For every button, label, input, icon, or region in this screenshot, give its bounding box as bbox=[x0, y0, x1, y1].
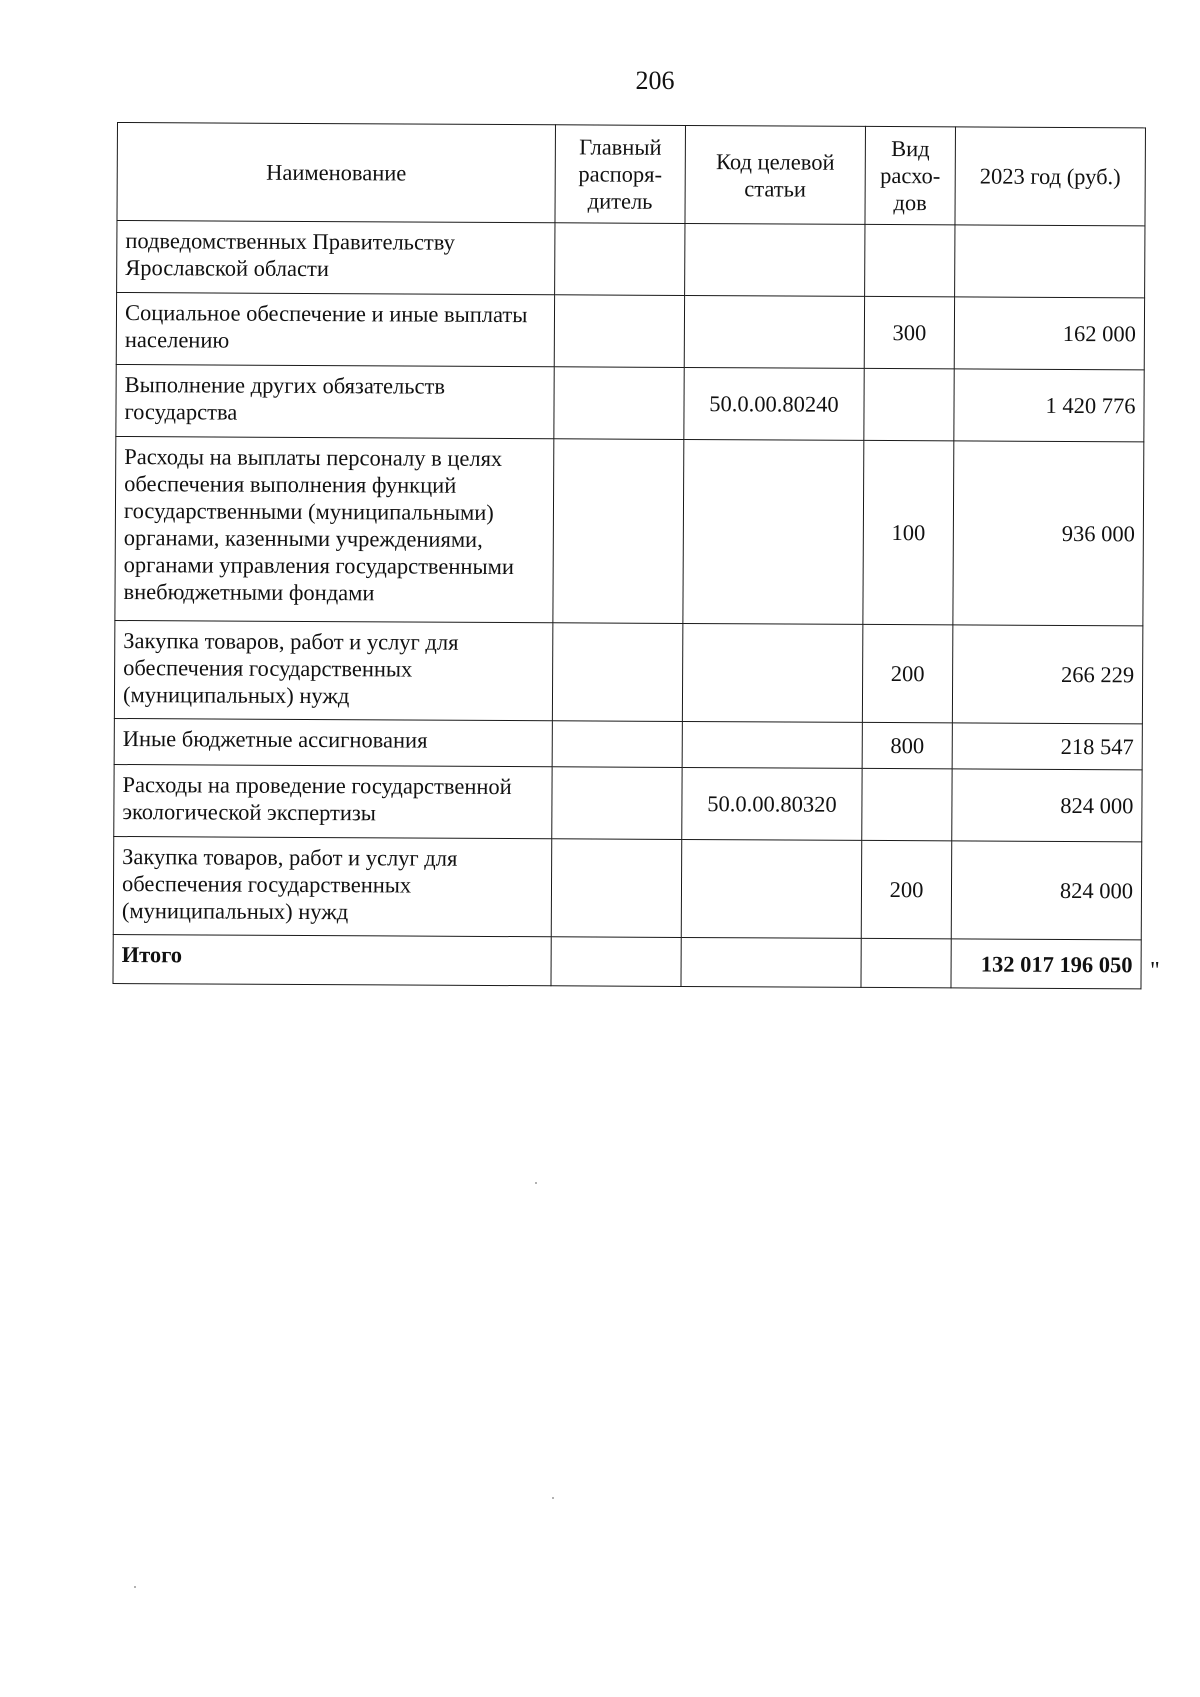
row-admin bbox=[552, 767, 682, 840]
table-row bbox=[115, 436, 1144, 625]
row-type bbox=[864, 368, 954, 440]
table-row bbox=[114, 764, 1142, 841]
row-name: Социальное обеспечение и иные выплаты населению bbox=[116, 293, 554, 367]
row-amount bbox=[955, 225, 1145, 298]
row-code bbox=[682, 623, 863, 722]
row-type: 800 bbox=[862, 722, 952, 768]
row-name: подведомственных Правительству Ярославской области bbox=[117, 221, 555, 295]
table-row bbox=[117, 221, 1145, 298]
row-type: 100 bbox=[863, 440, 954, 624]
row-name: Расходы на проведение государственной экологической экспертизы bbox=[114, 764, 552, 838]
header-chief-administrator: Главный распоря-дитель bbox=[555, 125, 686, 224]
row-admin bbox=[554, 367, 684, 440]
row-admin bbox=[552, 721, 682, 768]
table-row bbox=[116, 364, 1144, 441]
total-amount: 132 017 196 050 bbox=[951, 939, 1141, 989]
row-name: Расходы на выплаты персоналу в целях обеспечения выполнения функций государственными (муниципальными) органами, казенными учреждениями, органами управления государственными внебюджетными фондами bbox=[115, 436, 554, 622]
header-expense-type: Вид расхо-дов bbox=[865, 126, 956, 224]
total-admin bbox=[551, 937, 681, 987]
header-name: Наименование bbox=[117, 123, 556, 223]
row-amount: 1 420 776 bbox=[954, 369, 1144, 442]
page-number: 206 bbox=[635, 66, 675, 95]
row-code bbox=[682, 721, 862, 768]
row-admin bbox=[552, 623, 683, 722]
row-name: Выполнение других обязательств государства bbox=[116, 364, 554, 438]
scan-speck bbox=[134, 1586, 136, 1588]
table-header-row bbox=[117, 123, 1145, 226]
scan-speck bbox=[552, 1497, 554, 1499]
row-admin bbox=[555, 223, 685, 296]
header-amount-2023: 2023 год (руб.) bbox=[955, 127, 1146, 226]
row-type: 200 bbox=[862, 624, 953, 722]
row-code bbox=[681, 839, 862, 938]
row-admin bbox=[551, 839, 682, 938]
row-admin bbox=[553, 439, 684, 624]
row-code bbox=[684, 295, 864, 368]
header-target-code: Код целевой статьи bbox=[685, 125, 866, 224]
row-amount: 936 000 bbox=[953, 441, 1144, 626]
row-amount: 266 229 bbox=[952, 625, 1143, 724]
row-amount: 218 547 bbox=[952, 723, 1142, 770]
row-code bbox=[683, 439, 864, 624]
table-row bbox=[114, 718, 1142, 769]
row-name: Закупка товаров, работ и услуг для обеспечения государственных (муниципальных) нужд bbox=[114, 620, 553, 720]
total-label: Итого bbox=[113, 934, 551, 985]
row-amount: 824 000 bbox=[952, 769, 1142, 842]
row-type bbox=[862, 768, 952, 840]
table-row bbox=[116, 293, 1144, 370]
row-type: 200 bbox=[861, 840, 952, 938]
total-code bbox=[681, 937, 861, 987]
budget-table bbox=[112, 122, 1145, 989]
total-row bbox=[113, 934, 1141, 988]
scan-speck bbox=[535, 1182, 537, 1184]
total-type bbox=[861, 938, 951, 987]
closing-quote-mark: " bbox=[1150, 958, 1160, 984]
table-row bbox=[114, 620, 1142, 723]
row-type: 300 bbox=[864, 296, 954, 368]
row-code: 50.0.00.80320 bbox=[682, 767, 862, 840]
row-name: Закупка товаров, работ и услуг для обеспечения государственных (муниципальных) нужд bbox=[113, 836, 552, 936]
row-code: 50.0.00.80240 bbox=[684, 367, 864, 440]
row-admin bbox=[554, 295, 684, 368]
row-amount: 824 000 bbox=[951, 841, 1142, 940]
row-code bbox=[685, 223, 865, 296]
row-name: Иные бюджетные ассигнования bbox=[114, 718, 552, 766]
row-amount: 162 000 bbox=[954, 297, 1144, 370]
row-type bbox=[865, 224, 955, 296]
table-row bbox=[113, 836, 1141, 939]
